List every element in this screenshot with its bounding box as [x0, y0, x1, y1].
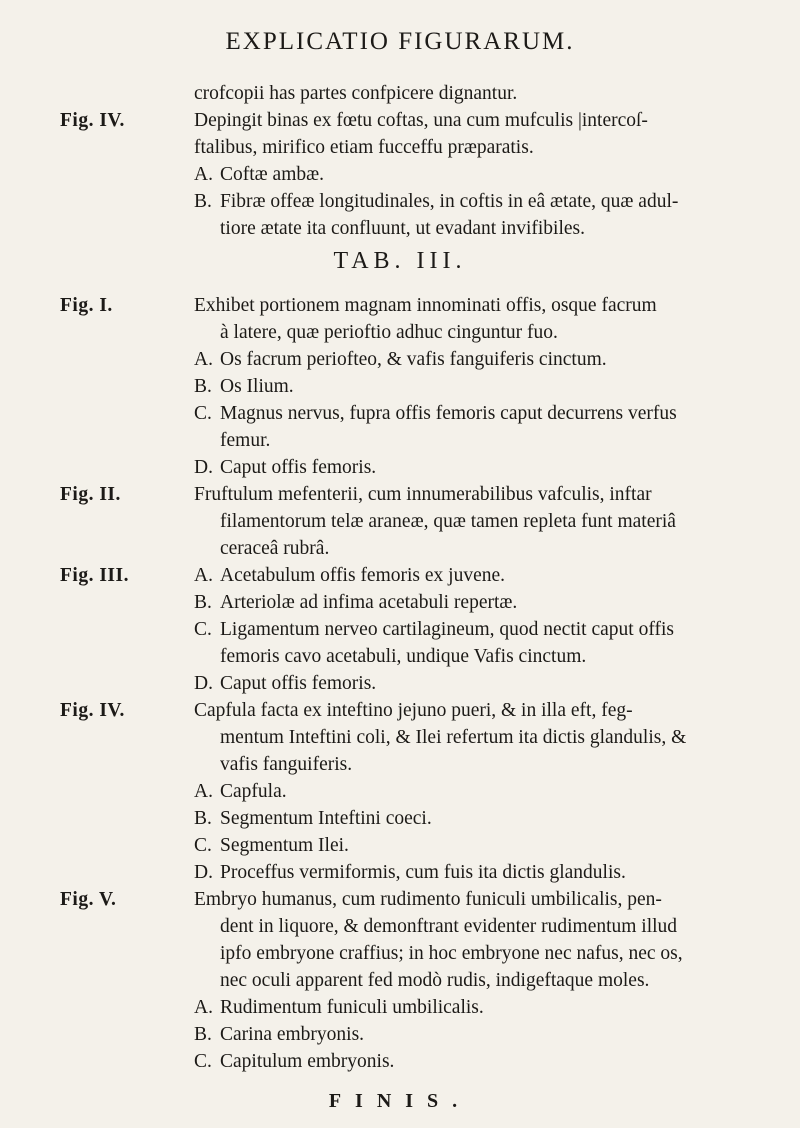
fig4b-item-c-letter: C. — [194, 835, 212, 856]
fig3-item-d-text: Caput offis femoris. — [220, 673, 377, 694]
intro-line-text: crofcopii has partes confpicere dignantur. — [194, 83, 518, 104]
fig4b-item-c-text: Segmentum Ilei. — [220, 835, 349, 856]
fig4b-text-1: Capfula facta ex inteftino jejuno pueri, & in illa eft, feg- — [194, 700, 633, 721]
fig4b-item-a-letter: A. — [194, 781, 213, 802]
fig3-item-c-cont-text: femoris cavo acetabuli, undique Vafis cinctum. — [220, 646, 587, 667]
fig4b-label: Fig. IV. — [60, 700, 125, 721]
fig5-item-b-text: Carina embryonis. — [220, 1024, 365, 1045]
fig5-text-3: ipfo embryone craffius; in hoc embryone nec nafus, nec os, — [220, 943, 683, 964]
fig4a-item-b-text: Fibræ offeæ longitudinales, in coftis in eâ ætate, quæ adul- — [220, 191, 679, 212]
fig4b-text-3: vafis fanguiferis. — [220, 754, 353, 775]
fig5-label: Fig. V. — [60, 889, 117, 910]
fig2-text-2: filamentorum telæ araneæ, quæ tamen repleta funt materiâ — [220, 511, 676, 532]
fig3-item-a-text: Acetabulum offis femoris ex juvene. — [220, 565, 506, 586]
finis: FINIS. — [328, 1090, 472, 1112]
fig4a-item-a-text: Coftæ ambæ. — [220, 164, 325, 185]
fig1-item-d-text: Caput offis femoris. — [220, 457, 377, 478]
fig5-item-a-letter: A. — [194, 997, 213, 1018]
fig3-item-c-letter: C. — [194, 619, 212, 640]
fig5-text-1: Embryo humanus, cum rudimento funiculi umbilicalis, pen- — [194, 889, 662, 910]
fig1-item-b-letter: B. — [194, 376, 212, 397]
page-header: EXPLICATIO FIGURARUM. — [225, 28, 575, 55]
fig4a-item-b-cont-text: tiore ætate ita confluunt, ut evadant invifibiles. — [220, 218, 585, 239]
fig5-item-b-letter: B. — [194, 1024, 212, 1045]
fig1-item-b-text: Os Ilium. — [220, 376, 294, 397]
fig3-item-d-letter: D. — [194, 673, 213, 694]
fig1-label: Fig. I. — [60, 295, 113, 316]
fig4b-text-2: mentum Inteftini coli, & Ilei refertum ita dictis glandulis, & — [220, 727, 687, 748]
fig3-item-a-letter: A. — [194, 565, 213, 586]
fig4a-text-2: ftalibus, mirifico etiam fucceffu præparatis. — [194, 137, 534, 158]
fig2-text-3: ceraceâ rubrâ. — [220, 538, 330, 559]
fig5-item-c-text: Capitulum embryonis. — [220, 1051, 395, 1072]
fig4a-text-1: Depingit binas ex fœtu coftas, una cum mufculis |intercoſ- — [194, 110, 648, 131]
fig5-item-a-text: Rudimentum funiculi umbilicalis. — [220, 997, 484, 1018]
fig1-text-2: à latere, quæ perioftio adhuc cinguntur fuo. — [220, 322, 558, 343]
fig4b-item-d-text: Proceffus vermiformis, cum fuis ita dictis glandulis. — [220, 862, 626, 883]
fig4b-item-b-text: Segmentum Inteftini coeci. — [220, 808, 432, 829]
fig1-item-c-text: Magnus nervus, fupra offis femoris caput decurrens verfus — [220, 403, 677, 424]
fig3-label: Fig. III. — [60, 565, 129, 586]
fig5-text-4: nec oculi apparent fed modò rudis, indigeftaque moles. — [220, 970, 650, 991]
fig4a-item-a-letter: A. — [194, 164, 213, 185]
tab-title: TAB. III. — [333, 248, 467, 274]
fig4b-item-b-letter: B. — [194, 808, 212, 829]
fig3-item-b-text: Arteriolæ ad infima acetabuli repertæ. — [220, 592, 518, 613]
fig1-item-c-letter: C. — [194, 403, 212, 424]
fig4b-item-a-text: Capfula. — [220, 781, 287, 802]
fig1-text-1: Exhibet portionem magnam innominati offis, osque facrum — [194, 295, 657, 316]
fig3-item-c-text: Ligamentum nerveo cartilagineum, quod nectit caput offis — [220, 619, 674, 640]
fig1-item-a-letter: A. — [194, 349, 213, 370]
fig2-label: Fig. II. — [60, 484, 121, 505]
fig5-text-2: dent in liquore, & demonftrant evidenter rudimentum illud — [220, 916, 678, 937]
fig4b-item-d-letter: D. — [194, 862, 213, 883]
fig3-item-b-letter: B. — [194, 592, 212, 613]
fig5-item-c-letter: C. — [194, 1051, 212, 1072]
fig4a-label: Fig. IV. — [60, 110, 125, 131]
fig2-text-1: Fruftulum mefenterii, cum innumerabilibus vafculis, inftar — [194, 484, 652, 505]
fig1-item-d-letter: D. — [194, 457, 213, 478]
fig1-item-c-cont-text: femur. — [220, 430, 271, 451]
fig4a-item-b-letter: B. — [194, 191, 212, 212]
fig1-item-a-text: Os facrum periofteo, & vafis fanguiferis cinctum. — [220, 349, 607, 370]
